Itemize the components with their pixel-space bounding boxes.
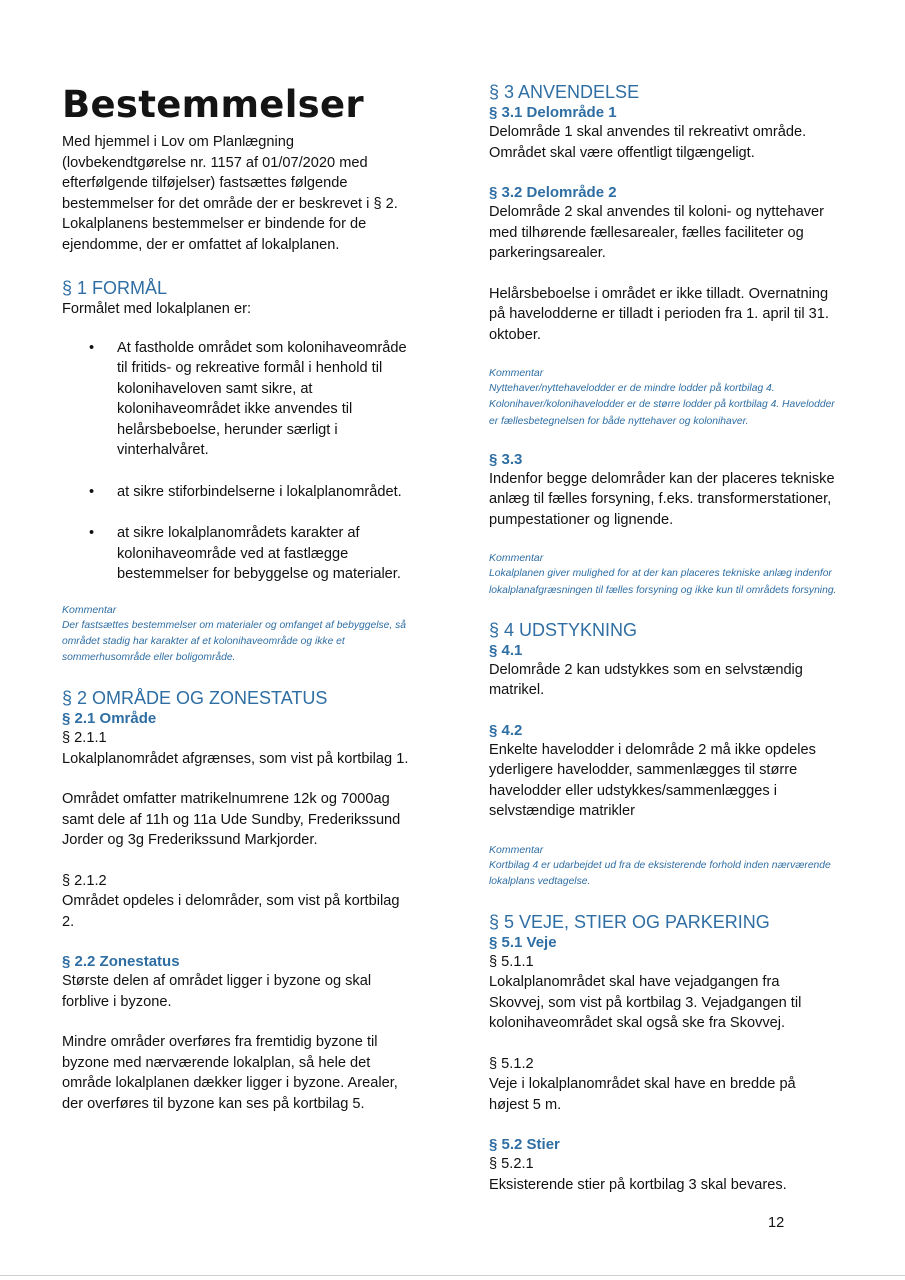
bullet-icon: • [89,339,95,356]
section-3-1-heading: § 3.1 Delområde 1 [489,104,617,121]
page-edge-divider [0,1275,905,1276]
intro-paragraph: Med hjemmel i Lov om Planlægning (lovbekendtgørelse nr. 1157 af 01/07/2020 med efterfølgende tilføjelser) fastsættes følgende bestemmelser for det område der er beskrevet i § 2. Lokalplanens bestemmelser er bindende for de ejendomme, der er omfattet af lokalplanen. [62,134,398,253]
section-2-2-heading: § 2.2 Zonestatus [62,953,180,971]
section-4-heading: § 4 UDSTYKNING [489,619,638,640]
clause-number: § 5.1.1 [489,953,534,970]
clause-text: Eksisterende stier på kortbilag 3 skal bevares. [489,1176,787,1193]
clause-text: Indenfor begge delområder kan der placeres tekniske anlæg til fælles forsyning, f.eks. transformerstationer, pumpestationer og lignende. [489,470,835,528]
list-item-text: At fastholde området som kolonihaveområde til fritids- og rekreative formål i henhold til kolonihaveloven samt sikre, at kolonihaveområdet ikke anvendes til helårsbeboelse, herunder særligt i vinterhalvåret. [117,339,407,458]
clause-text: Delområde 2 kan udstykkes som en selvstændig matrikel. [489,661,803,699]
left-column [62,0,410,1114]
comment-text: Nyttehaver/nyttehavelodder er de mindre lodder på kortbilag 4. Kolonihaver/kolonihavelodder er de større lodder på kortbilag 4. Havelodder er fællesbetegnelsen for både nyttehaver og kolonihaver. [489,383,835,427]
clause-text: Mindre områder overføres fra fremtidig byzone til byzone med nærværende lokalplan, så hele det område lokalplanen dækker ligger i byzone. Arealer, der overføres til byzone kan ses på kortbilag 5. [62,1034,398,1112]
purpose-list [62,338,410,585]
clause-text: Delområde 2 skal anvendes til koloni- og nyttehaver med tilhørende fællesarealer, fælles faciliteter og parkeringsarealer. [489,204,825,261]
clause-text: Området omfatter matrikelnumrene 12k og 7000ag samt dele af 11h og 11a Ude Sundby, Frederikssund Jorder og 3g Frederikssund Markjorder. [62,791,401,849]
section-2-heading: § 2 OMRÅDE OG ZONESTATUS [62,688,328,709]
clause-text: Delområde 1 skal anvendes til rekreativt område. Området skal være offentligt tilgængeligt. [489,124,807,161]
clause-text: Lokalplanområdet skal have vejadgangen fra Skovvej, som vist på kortbilag 3. Vejadgangen til kolonihaveområdet skal også ske fra Skovvej. [489,974,802,1032]
comment-label: Kommentar [489,843,544,856]
comment-label: Kommentar [489,552,544,565]
clause-number: § 5.2.1 [489,1156,534,1173]
comment-text: Lokalplanen giver mulighed for at der kan placeres tekniske anlæg indenfor lokalplanafgræsningen til fælles forsyning og ikke kun til områdets forsyning. [489,568,837,596]
clause-text: Lokalplanområdet afgrænses, som vist på kortbilag 1. [62,750,409,767]
clause-text: Enkelte havelodder i delområde 2 må ikke opdeles yderligere havelodder, sammenlægges til større havelodder eller udstykkes/sammenlægges i selvstændige matrikler [489,741,816,820]
clause-text: Veje i lokalplanområdet skal have en bredde på højest 5 m. [489,1076,796,1113]
section-1-lead: Formålet med lokalplanen er: [62,301,251,317]
section-3-heading: § 3 ANVENDELSE [489,82,640,102]
section-3-2-heading: § 3.2 Delområde 2 [489,184,617,201]
list-item [62,523,410,585]
bullet-icon: • [89,483,95,500]
clause-text: Området opdeles i delområder, som vist på kortbilag 2. [62,893,400,930]
comment-text: Der fastsættes bestemmelser om materialer og omfanget af bebyggelse, så området stadig har karakter af et kolonihaveområde og ikke et sommerhusområde eller boligområde. [62,619,406,664]
comment-text: Kortbilag 4 er udarbejdet ud fra de eksisterende forhold inden nærværende lokalplans vedtagelse. [489,859,831,888]
comment-label: Kommentar [62,603,117,616]
section-5-2-heading: § 5.2 Stier [489,1136,560,1154]
list-item [62,482,410,503]
section-4-2-heading: § 4.2 [489,721,523,739]
clause-text: Helårsbeboelse i området er ikke tilladt. Overnatning på havelodderne er tilladt i perioden fra 1. april til 31. oktober. [489,285,829,343]
section-3-3-heading: § 3.3 [489,450,523,468]
list-item-text: at sikre lokalplanområdets karakter af kolonihaveområde ved at fastlægge bestemmelser for bebyggelse og materialer. [117,525,401,582]
section-5-heading: § 5 VEJE, STIER OG PARKERING [489,911,770,932]
section-1-heading: § 1 FORMÅL [62,278,168,298]
page-number: 12 [768,1215,785,1231]
clause-number: § 5.1.2 [489,1055,534,1072]
bullet-icon: • [89,525,95,541]
clause-number: § 2.1.1 [62,730,107,747]
right-column [489,0,837,1195]
clause-number: § 2.1.2 [62,872,107,889]
section-2-1-heading: § 2.1 Område [62,710,157,728]
list-item [62,338,410,461]
comment-label: Kommentar [489,367,544,379]
section-5-1-heading: § 5.1 Veje [489,933,557,951]
list-item-text: at sikre stiforbindelserne i lokalplanområdet. [117,483,402,500]
section-4-1-heading: § 4.1 [489,641,523,659]
clause-text: Største delen af området ligger i byzone og skal forblive i byzone. [62,973,372,1010]
page-title: Bestemmelser [62,83,364,126]
